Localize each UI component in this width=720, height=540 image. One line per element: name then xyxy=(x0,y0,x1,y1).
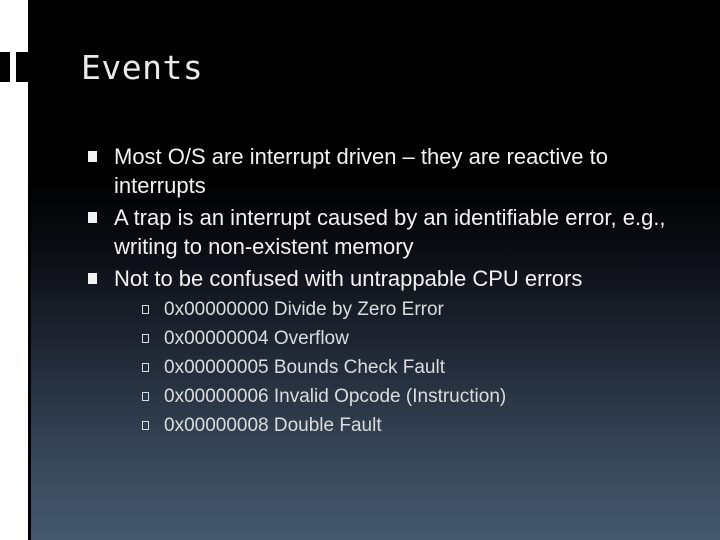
hollow-square-bullet-icon xyxy=(142,392,149,401)
sub-bullet-item xyxy=(140,382,688,411)
square-bullet-icon xyxy=(88,151,97,162)
sub-bullet-text: 0x00000005 Bounds Check Fault xyxy=(164,357,445,378)
hollow-square-bullet-icon xyxy=(142,421,149,430)
bullet-item xyxy=(88,142,688,200)
left-decor-block xyxy=(16,52,28,82)
slide-title: Events xyxy=(81,48,204,87)
left-decor-block xyxy=(0,52,10,82)
sub-bullet-item xyxy=(140,295,688,324)
square-bullet-icon xyxy=(88,212,97,223)
bullet-item xyxy=(88,264,688,440)
square-bullet-icon xyxy=(88,273,97,284)
sub-bullet-list xyxy=(114,295,688,440)
hollow-square-bullet-icon xyxy=(142,334,149,343)
sub-bullet-item xyxy=(140,353,688,382)
bullet-list xyxy=(88,142,688,443)
sub-bullet-text: 0x00000008 Double Fault xyxy=(164,415,382,436)
sub-bullet-item xyxy=(140,411,688,440)
sub-bullet-text: 0x00000000 Divide by Zero Error xyxy=(164,299,444,320)
hollow-square-bullet-icon xyxy=(142,305,149,314)
bullet-item xyxy=(88,203,688,261)
sub-bullet-text: 0x00000006 Invalid Opcode (Instruction) xyxy=(164,386,507,407)
sub-bullet-item xyxy=(140,324,688,353)
bullet-text: Not to be confused with untrappable CPU errors xyxy=(114,266,583,291)
sub-bullet-text: 0x00000004 Overflow xyxy=(164,328,349,349)
bullet-text: A trap is an interrupt caused by an identifiable error, e.g., writing to non-existent memory xyxy=(114,205,666,259)
hollow-square-bullet-icon xyxy=(142,363,149,372)
bullet-text: Most O/S are interrupt driven – they are reactive to interrupts xyxy=(114,144,609,198)
